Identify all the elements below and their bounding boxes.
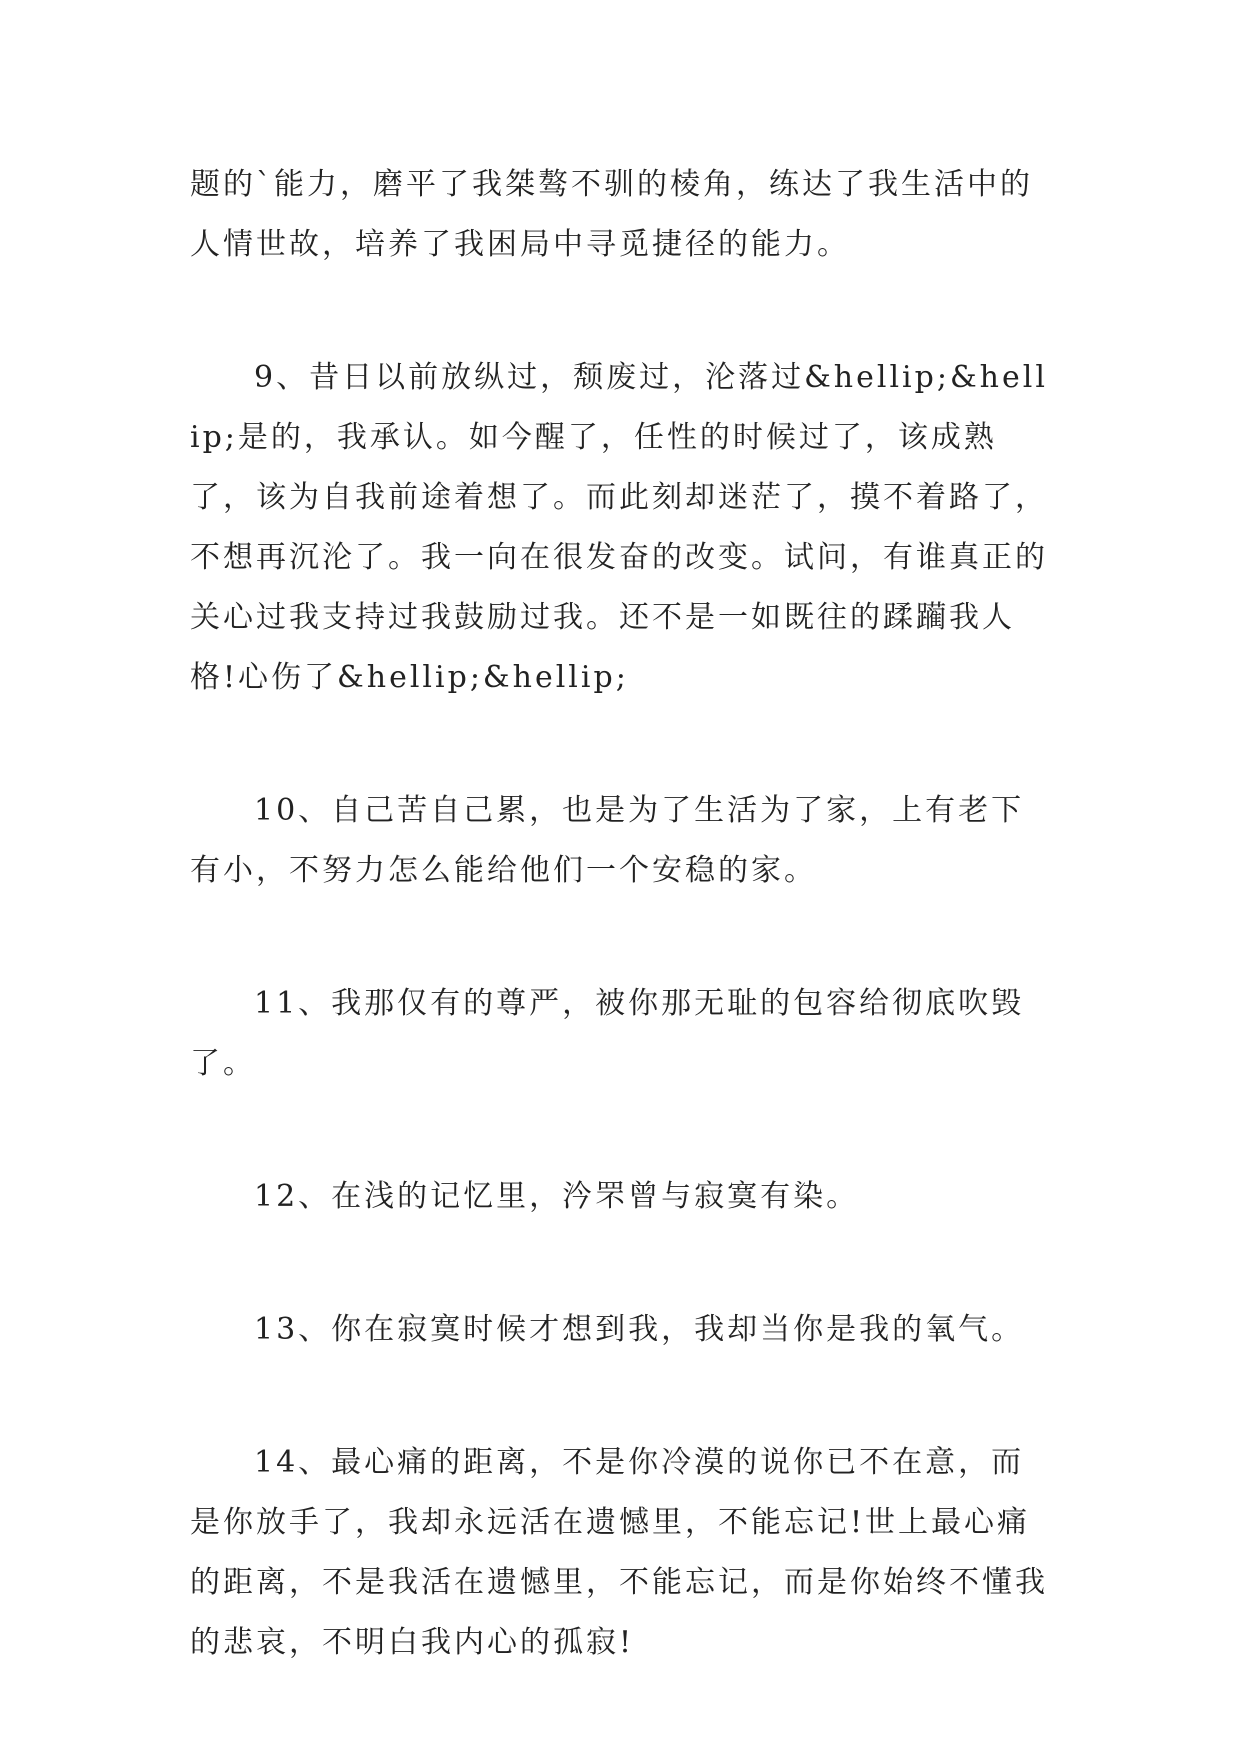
paragraph-continued: 题的`能力，磨平了我桀骜不驯的棱角，练达了我生活中的人情世故，培养了我困局中寻觅捷径的能力。 [190, 167, 1033, 262]
paragraph-gap [190, 1360, 1050, 1433]
paragraph-11: 11、我那仅有的尊严，被你那无耻的包容给彻底吹毁了。 [190, 986, 1025, 1081]
paragraph-gap [190, 708, 1050, 781]
paragraph-14: 14、最心痛的距离，不是你冷漠的说你已不在意，而是你放手了，我却永远活在遗憾里，不能忘记!世上最心痛的距离，不是我活在遗憾里，不能忘记，而是你始终不懂我的悲哀，不明白我内心的孤寂! [190, 1445, 1048, 1660]
paragraph-13: 13、你在寂寞时候才想到我，我却当你是我的氧气。 [254, 1312, 1025, 1347]
paragraph-gap [190, 901, 1050, 974]
paragraph-gap [190, 1094, 1050, 1167]
paragraph-gap [190, 275, 1050, 348]
paragraph-10: 10、自己苦自己累，也是为了生活为了家，上有老下有小，不努力怎么能给他们一个安稳的家。 [190, 793, 1025, 888]
paragraph-gap [190, 1227, 1050, 1300]
paragraph-9: 9、昔日以前放纵过，颓废过，沦落过&hellip;&hellip;是的，我承认。如今醒了，任性的时候过了，该成熟了，该为自我前途着想了。而此刻却迷茫了，摸不着路了，不想再沉沦了。我一向在很发奋的改变。试问，有谁真正的关心过我支持过我鼓励过我。还不是一如既往的蹂躏我人格!心伤了&hellip;&hellip; [190, 360, 1048, 695]
document-body [190, 155, 1050, 1673]
paragraph-12: 12、在浅的记忆里，汵罘曾与寂寞有染。 [254, 1179, 860, 1214]
